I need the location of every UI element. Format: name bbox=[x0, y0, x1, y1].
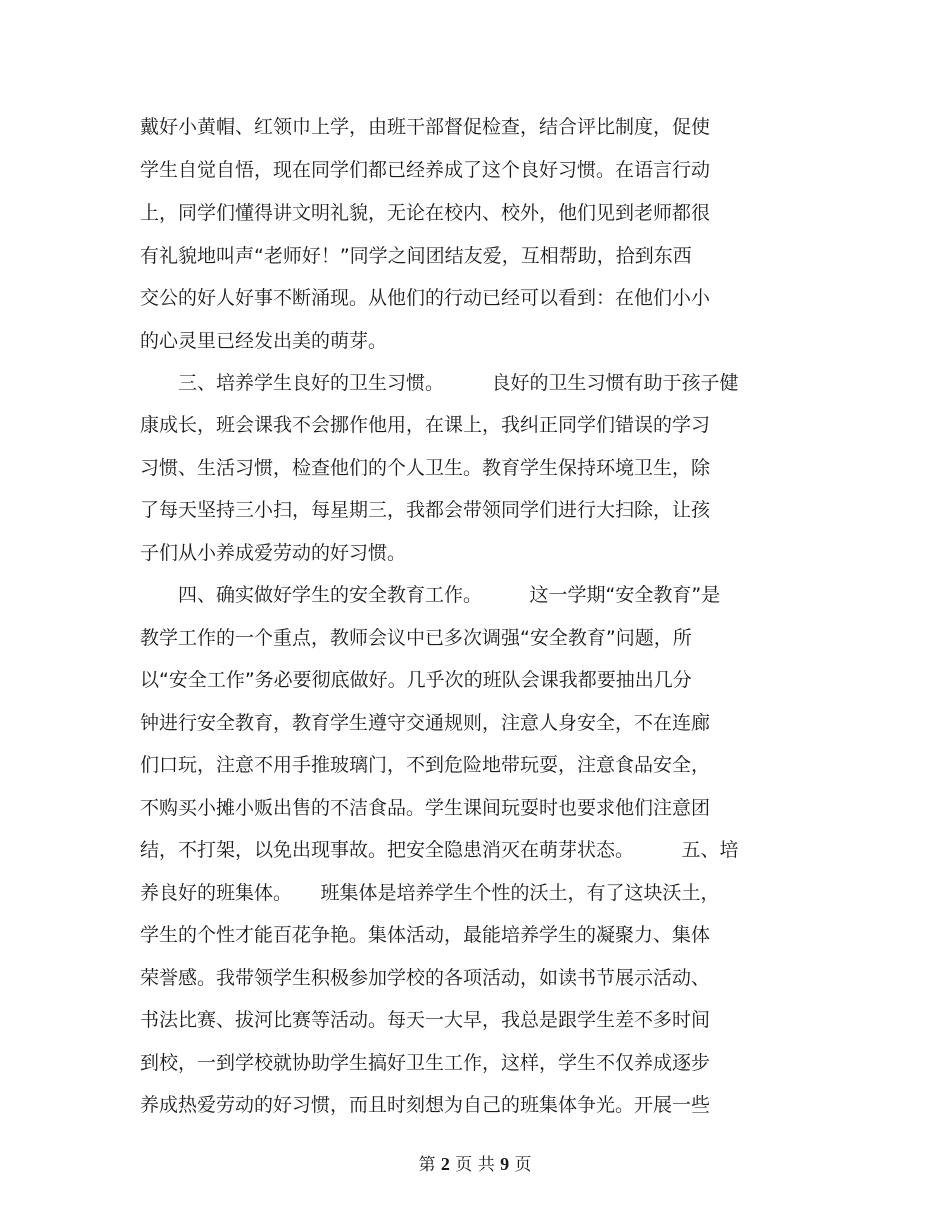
text-line: 上，同学们懂得讲文明礼貌，无论在校内、校外，他们见到老师都很 bbox=[140, 202, 711, 224]
text-line: 康成长，班会课我不会挪作他用，在课上，我纠正同学们错误的学习 bbox=[140, 414, 711, 436]
section-heading-line: 四、确实做好学生的安全教育工作。 这一学期“安全教育”是 bbox=[140, 584, 721, 606]
text-line: 有礼貌地叫声“老师好！”同学之间团结友爱，互相帮助，拾到东西 bbox=[140, 245, 692, 267]
text-line: 学生的个性才能百花争艳。集体活动，最能培养学生的凝聚力、集体 bbox=[140, 924, 711, 946]
text-line: 教学工作的一个重点，教师会议中已多次调强“安全教育”问题，所 bbox=[140, 627, 692, 649]
current-page-number: 2 bbox=[440, 1154, 450, 1174]
text-line: 子们从小养成爱劳动的好习惯。 bbox=[140, 542, 407, 564]
text-line: 交公的好人好事不断涌现。从他们的行动已经可以看到：在他们小小 bbox=[140, 287, 711, 309]
text-line: 以“安全工作”务必要彻底做好。几乎次的班队会课我都要抽出几分 bbox=[140, 669, 692, 691]
text-line: 钟进行安全教育，教育学生遵守交通规则，注意人身安全，不在连廊 bbox=[140, 712, 711, 734]
text-line: 结，不打架，以免出现事故。把安全隐患消灭在萌芽状态。 五、培 bbox=[140, 839, 739, 861]
page-footer bbox=[0, 1152, 950, 1177]
text-line: 们口玩，注意不用手推玻璃门，不到危险地带玩耍，注意食品安全， bbox=[140, 754, 711, 776]
text-line: 养成热爱劳动的好习惯，而且时刻想为自己的班集体争光。开展一些 bbox=[140, 1094, 711, 1116]
text-line: 荣誉感。我带领学生积极参加学校的各项活动，如读书节展示活动、 bbox=[140, 967, 711, 989]
text-line: 的心灵里已经发出美的萌芽。 bbox=[140, 330, 388, 352]
text-line: 习惯、生活习惯，检查他们的个人卫生。教育学生保持环境卫生，除 bbox=[140, 457, 711, 479]
text-line: 戴好小黄帽、红领巾上学，由班干部督促检查，结合评比制度，促使 bbox=[140, 116, 711, 138]
text-line: 到校，一到学校就协助学生搞好卫生工作，这样，学生不仅养成逐步 bbox=[140, 1052, 711, 1074]
text-line: 不购买小摊小贩出售的不洁食品。学生课间玩耍时也要求他们注意团 bbox=[140, 797, 711, 819]
footer-suffix: 页 bbox=[514, 1155, 532, 1175]
total-page-count: 9 bbox=[500, 1154, 510, 1174]
footer-middle: 页 共 bbox=[455, 1155, 495, 1175]
text-line: 书法比赛、拔河比赛等活动。每天一大早，我总是跟学生差不多时间 bbox=[140, 1009, 711, 1031]
text-line: 养良好的班集体。 班集体是培养学生个性的沃土，有了这块沃土， bbox=[140, 882, 720, 904]
text-line: 了每天坚持三小扫，每星期三，我都会带领同学们进行大扫除，让孩 bbox=[140, 499, 711, 521]
text-line: 学生自觉自悟，现在同学们都已经养成了这个良好习惯。在语言行动 bbox=[140, 159, 711, 181]
footer-prefix: 第 bbox=[418, 1155, 436, 1175]
section-heading-line: 三、培养学生良好的卫生习惯。 良好的卫生习惯有助于孩子健 bbox=[140, 372, 739, 394]
